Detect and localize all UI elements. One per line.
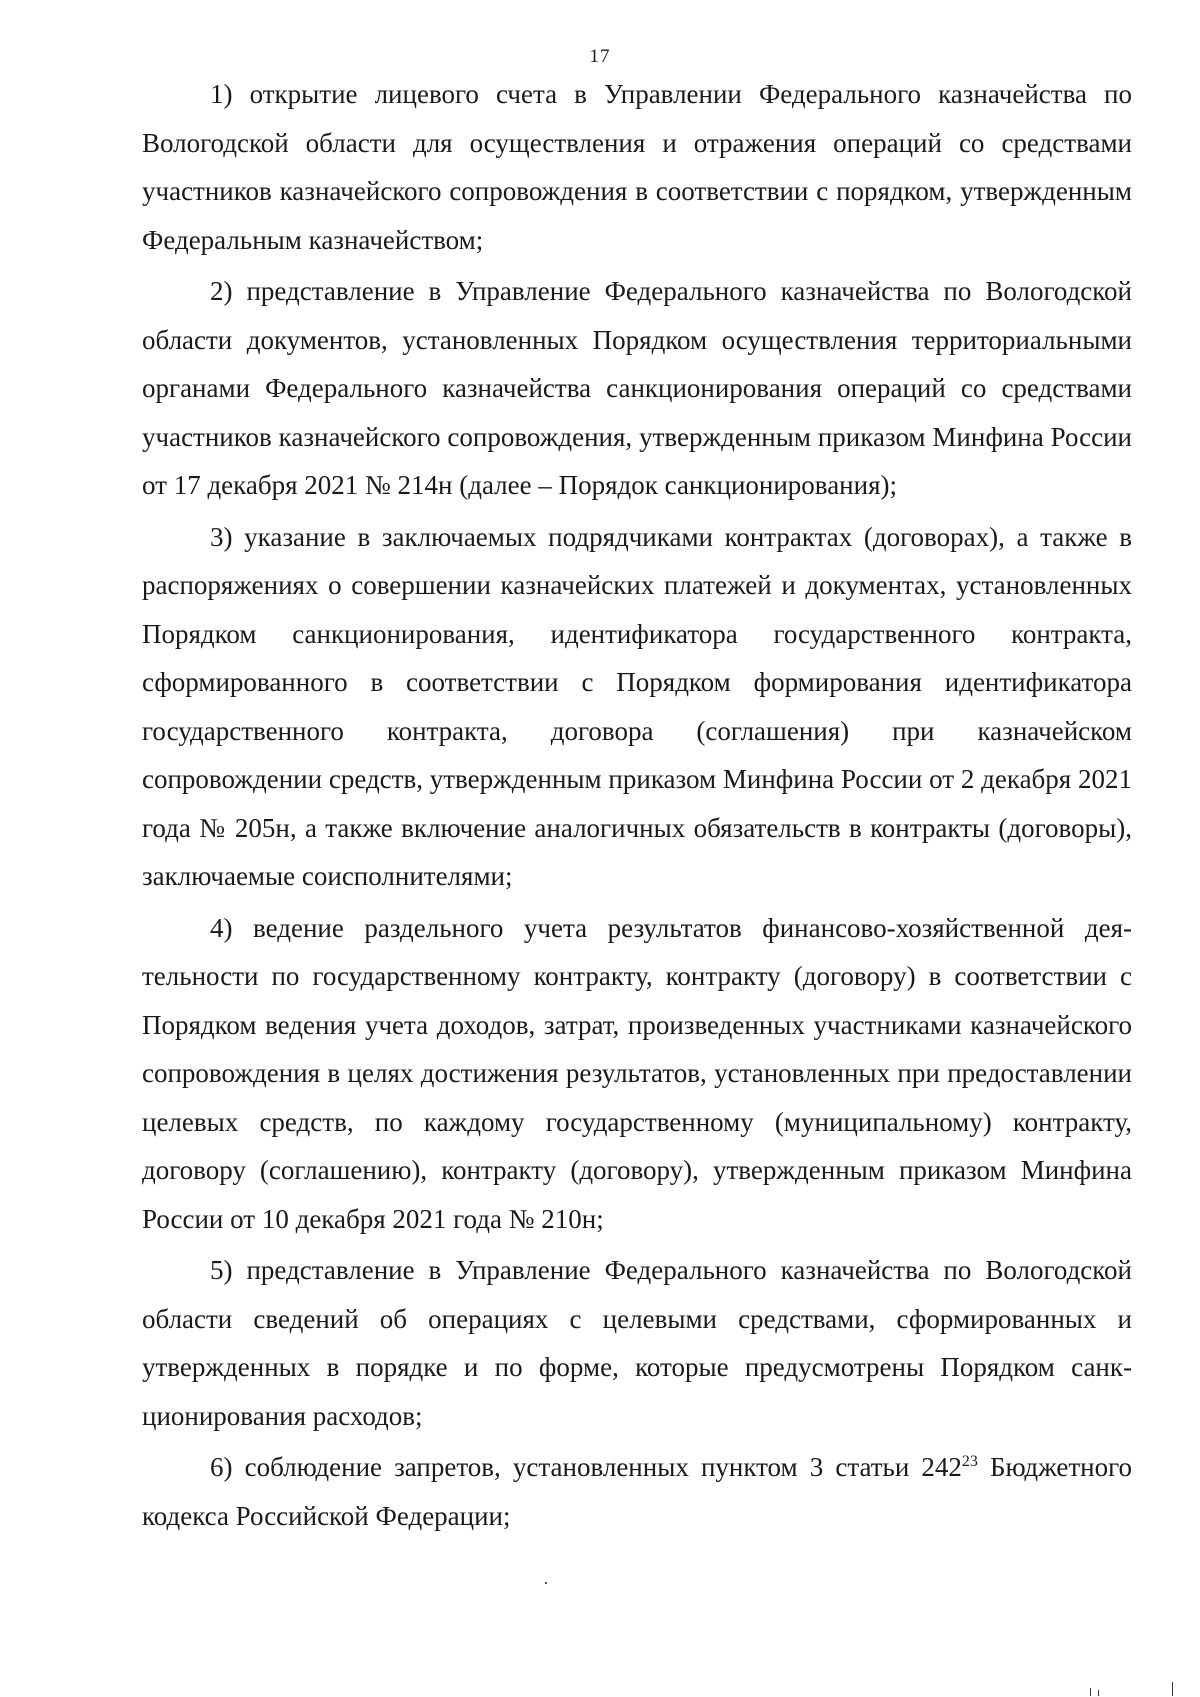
scan-edge-mark bbox=[1172, 1682, 1173, 1696]
list-item-6-text: 6) соблюдение запретов, установленных пунктом 3 статьи 242 bbox=[210, 1452, 962, 1482]
list-item-3: 3) указание в заключаемых подрядчиками контрактах (договорах), а также в распоряжениях о совершении казначейских платежей и документах, установленных Порядком санкционирования, идентификатора государственного контракта, сформированного в соответствии с Порядком формирования идентификатора государственного контракта, договора (соглашения) при казначейском сопровождении средств, утвержденным приказом Минфина России от 2 декабря 2021 года № 205н, а также включение аналогичных обязательств в контракты (договоры), заключаемые соисполнителями; bbox=[142, 521, 1132, 891]
scan-edge-mark-3 bbox=[1098, 1690, 1099, 1696]
list-item-5: 5) представление в Управление Федерального казначейства по Вологодской области сведений об операциях с целевыми средствами, сформированных и утвержденных в порядке и по форме, которые предусмотрены Порядком санкционирования расходов; bbox=[142, 1255, 1132, 1431]
page-number: 17 bbox=[589, 46, 611, 67]
scan-edge-mark-2 bbox=[1090, 1688, 1091, 1696]
article-superscript: 23 bbox=[961, 1453, 978, 1470]
list-item-6-text-end: Бюджетного кодекса Российской Федерации; bbox=[142, 1452, 1133, 1531]
list-item-4: 4) ведение раздельного учета результатов финансово-хозяйственной деятельности по государственному контракту, контракту (договору) в соответствии с Порядком ведения учета доходов, затрат, произведенных участниками казначейского сопровождения в целях достижения результатов, установленных при предоставлении целевых средств, по каждому государственному (муниципальному) контракту, договору (соглашению), контракту (договору), утвержденным приказом Минфина России от 10 декабря 2021 года № 210н; bbox=[142, 912, 1132, 1234]
scan-speck bbox=[545, 1582, 547, 1584]
list-item-6 bbox=[142, 1443, 1132, 1540]
list-item-2: 2) представление в Управление Федерального казначейства по Вологодской области документов, установленных Порядком осуществления территориальными органами Федерального казначейства санкционирования операций со средствами участников казначейского сопровождения, утвержденным приказом Минфина России от 17 декабря 2021 № 214н (далее – Порядок санкционирования); bbox=[142, 276, 1132, 500]
list-item-1: 1) открытие лицевого счета в Управлении Федерального казначейства по Вологодской области для осуществления и отражения операций со средствами участников казначейского сопровождения в соответствии с порядком, утвержденным Федеральным казначейством; bbox=[142, 79, 1132, 255]
document-body bbox=[142, 70, 1132, 1540]
